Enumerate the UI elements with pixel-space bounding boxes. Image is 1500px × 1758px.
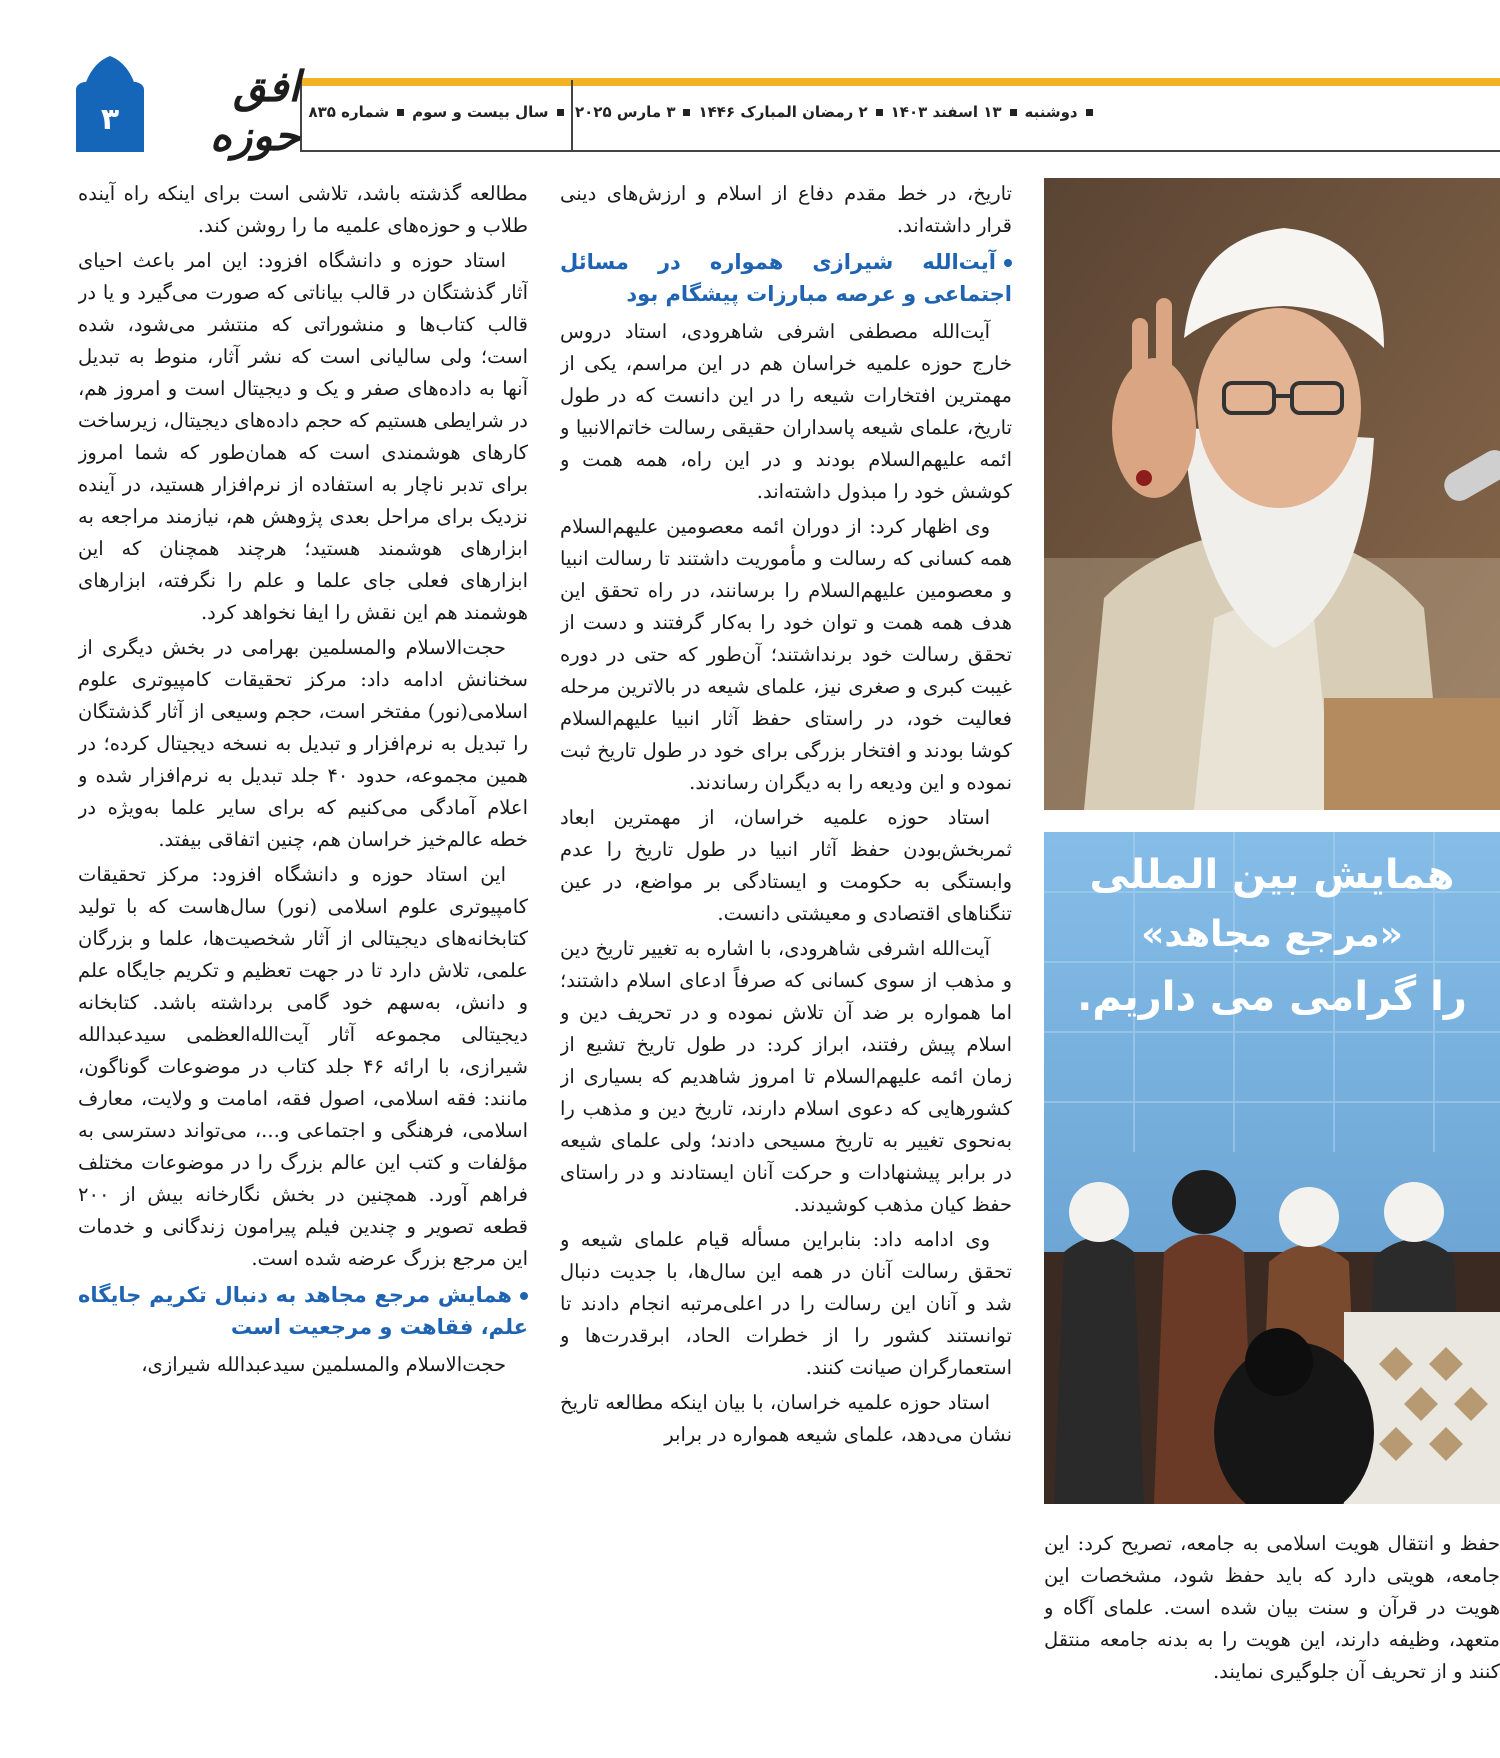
square-bullet-icon bbox=[1010, 109, 1017, 116]
subheading bbox=[560, 246, 1012, 310]
issue-number: شماره ۸۳۵ bbox=[308, 103, 390, 121]
paragraph: استاد حوزه علمیه خراسان، با بیان اینکه مطالعه تاریخ نشان می‌دهد، علمای شیعه همواره در برابر bbox=[560, 1391, 1012, 1446]
paragraph: تاریخ، در خط مقدم دفاع از اسلام و ارزش‌های دینی قرار داشته‌اند. bbox=[560, 182, 1012, 237]
date-weekday: دوشنبه bbox=[1024, 103, 1078, 121]
banner-subtitle: «مرجع مجاهد» bbox=[1141, 914, 1403, 955]
publication-logo: افق حوزه bbox=[210, 62, 300, 160]
paragraph: استاد حوزه و دانشگاه افزود: این امر باعث احیای آثار گذشتگان در قالب بیاناتی که صورت می‌گیرد و یا در قالب کتاب‌ها و منشوراتی که منتشر می‌شود، شده است؛ ولی سالیانی است که نشر آثار، منوط به تبدیل آنها به داده‌های صفر و یک و دیجیتال است و امروز هم، در شرایطی هستیم که حجم داده‌های دیجیتال، زیرساخت کارهای هوشمندی است که همان‌طور که شما امروز برای تدبر ناچار به استفاده از نرم‌افزار هستید، در آینده نزدیک برای مراحل بعدی پژوهش هم، نیازمند مراجعه به ابزارهای هوشمند هستید؛ هرچند همچنان که این ابزارهای فعلی جای علما و علم را نگرفته، ابزارهای هوشمند هم این نقش را ایفا نخواهد کرد. bbox=[78, 249, 528, 624]
date-lunar: ۲ رمضان المبارک ۱۴۴۶ bbox=[698, 103, 868, 121]
masthead-rule bbox=[300, 150, 1500, 152]
speaker-illustration bbox=[1044, 178, 1500, 810]
masthead-accent-bar bbox=[300, 78, 1500, 86]
bullet-icon bbox=[520, 1292, 528, 1300]
square-bullet-icon bbox=[1086, 109, 1093, 116]
paragraph: وی ادامه داد: بنابراین مسأله قیام علمای شیعه و تحقق رسالت آنان در همه این سال‌ها، با جدیت دنبال شد و آنان این رسالت را در اعلی‌مرتبه انجام دادند تا توانستند کشور را از خطرات الحاد، ابرقدرت‌ها و استعمارگران صیانت کنند. bbox=[560, 1228, 1012, 1379]
banner-tagline: را گرامی می داریم. bbox=[1077, 974, 1467, 1020]
paragraph: حفظ و انتقال هویت اسلامی به جامعه، تصریح کرد: این جامعه، هویتی دارد که باید حفظ شود، مشخصات این هویت در قرآن و سنت بیان شده است. علمای آگاه و متعهد، وظیفه دارند، این هویت را به بدنه جامعه منتقل کنند و از تحریف آن جلوگیری نمایند. bbox=[1044, 1532, 1500, 1683]
issue-year: سال بیست و سوم bbox=[412, 103, 549, 121]
banner-title: همایش بین المللی bbox=[1089, 852, 1455, 898]
page-number: ۳ bbox=[100, 101, 120, 137]
square-bullet-icon bbox=[397, 109, 404, 116]
paragraph: آیت‌الله اشرفی شاهرودی، با اشاره به تغییر تاریخ دین و مذهب از سوی کسانی که صرفاً ادعای اسلام داشتند؛ اما همواره بر ضد آن تلاش نموده و در تحریف دین و اسلام پیش رفتند، ابراز کرد: در طول تاریخ تشیع از زمان ائمه علیهم‌السلام تا امروز شاهدیم که بسیاری از کشورهایی که دعوی اسلام دارند، تاریخ دین و مذهب را به‌نحوی تغییر به تاریخ مسیحی دادند؛ ولی علمای شیعه در برابر پیشنهادات و حرکت آنان ایستادند و در راستای حفظ کیان مذهب کوشیدند. bbox=[560, 937, 1012, 1216]
speaker-photo bbox=[1044, 178, 1500, 810]
date-solar: ۱۳ اسفند ۱۴۰۳ bbox=[890, 103, 1002, 121]
subheading-text: آیت‌الله شیرازی همواره در مسائل اجتماعی و عرصه مبارزات پیشگام بود bbox=[560, 250, 1012, 306]
paragraph: حجت‌الاسلام والمسلمین سیدعبدالله شیرازی، bbox=[141, 1353, 506, 1376]
square-bullet-icon bbox=[876, 109, 883, 116]
date-gregorian: ۳ مارس ۲۰۲۵ bbox=[575, 103, 676, 121]
article-column-middle bbox=[560, 178, 1012, 1758]
paragraph: مطالعه گذشته باشد، تلاشی است برای اینکه راه آینده طلاب و حوزه‌های علمیه ما را روشن کند. bbox=[78, 182, 528, 237]
issue-number-line bbox=[303, 96, 569, 128]
paragraph: وی اظهار کرد: از دوران ائمه معصومین علیهم‌السلام همه کسانی که رسالت و مأموریت داشتند تا رسالت انبیا و معصومین علیهم‌السلام را برسانند، در راه تحقق این هدف همه همت و توان خود را به‌کار گرفتند و دست از تحقق رسالت خود برنداشتند؛ آن‌طور که حتی در دوره غیبت کبری و صغری نیز، علمای شیعه در بالاترین مرحله فعالیت خود، در راستای حفظ آثار انبیا علیهم‌السلام کوشا بودند و افتخار بزرگی برای خود در طول تاریخ ثبت نموده و این ودیعه را به دیگران رساندند. bbox=[560, 515, 1012, 794]
masthead-divider bbox=[571, 80, 573, 152]
article-column-left bbox=[78, 178, 528, 1758]
paragraph: این استاد حوزه و دانشگاه افزود: مرکز تحقیقات کامپیوتری علوم اسلامی (نور) سال‌هاست که با تولید کتابخانه‌های دیجیتالی از آثار شخصیت‌ها، علما و بزرگان علمی، تلاش دارد تا در جهت تعظیم و تکریم جایگاه علم و دانش، به‌سهم خود گامی برداشته باشد. کتابخانه دیجیتالی مجموعه آثار آیت‌الله‌العظمی سیدعبدالله شیرازی، با ارائه ۴۶ جلد کتاب در موضوعات گوناگون، مانند: فقه اسلامی، اصول فقه، امامت و ولایت، معارف اسلامی، فرهنگی و اجتماعی و...، می‌تواند دسترسی به مؤلفات و کتب این عالم بزرگ را در موضوعات مختلف فراهم آورد. همچنین در بخش نگارخانه بیش از ۲۰۰ قطعه تصویر و چندین فیلم پیرامون زندگانی و خدمات این مرجع بزرگ عرضه شده است. bbox=[78, 863, 528, 1270]
paragraph: حجت‌الاسلام والمسلمین بهرامی در بخش دیگری از سخنانش ادامه داد: مرکز تحقیقات کامپیوتری علوم اسلامی(نور) مفتخر است، حجم وسیعی از آثار گذشتگان را تبدیل به نرم‌افزار و تبدیل به نسخه دیجیتال کرده؛ در همین مجموعه، حدود ۴۰ جلد تبدیل به نرم‌افزار شده و اعلام آمادگی می‌کنیم که برای سایر علما به‌ویژه در خطه عالم‌خیز خراسان هم، چنین اتفاقی بیفتد. bbox=[78, 636, 528, 851]
masthead-divider-left bbox=[300, 80, 302, 152]
paragraph: آیت‌الله مصطفی اشرفی شاهرودی، استاد دروس خارج حوزه علمیه خراسان هم در این مراسم، یکی از مهمترین افتخارات شیعه را در این دانست که در طول تاریخ، علمای شیعه پاسداران حقیقی رسالت خاتم‌الانبیا و ائمه علیهم‌السلام بودند و در این راه، همه همت و کوشش خود را مبذول داشته‌اند. bbox=[560, 320, 1012, 503]
square-bullet-icon bbox=[683, 109, 690, 116]
article-column-right bbox=[1044, 1528, 1500, 1758]
paragraph: استاد حوزه علمیه خراسان، از مهمترین ابعاد ثمربخش‌بودن حفظ آثار انبیا در طول تاریخ را عدم وابستگی به حکومت و ایستادگی بر مواضع، در عین تنگناهای اقتصادی و معیشتی دانست. bbox=[560, 806, 1012, 925]
subheading bbox=[78, 1279, 528, 1343]
bullet-icon bbox=[1004, 259, 1012, 267]
conference-photo bbox=[1044, 832, 1500, 1504]
square-bullet-icon bbox=[557, 109, 564, 116]
subheading-text: همایش مرجع مجاهد به دنبال تکریم جایگاه علم، فقاهت و مرجعیت است bbox=[78, 1283, 528, 1339]
issue-date-line bbox=[575, 96, 1135, 128]
